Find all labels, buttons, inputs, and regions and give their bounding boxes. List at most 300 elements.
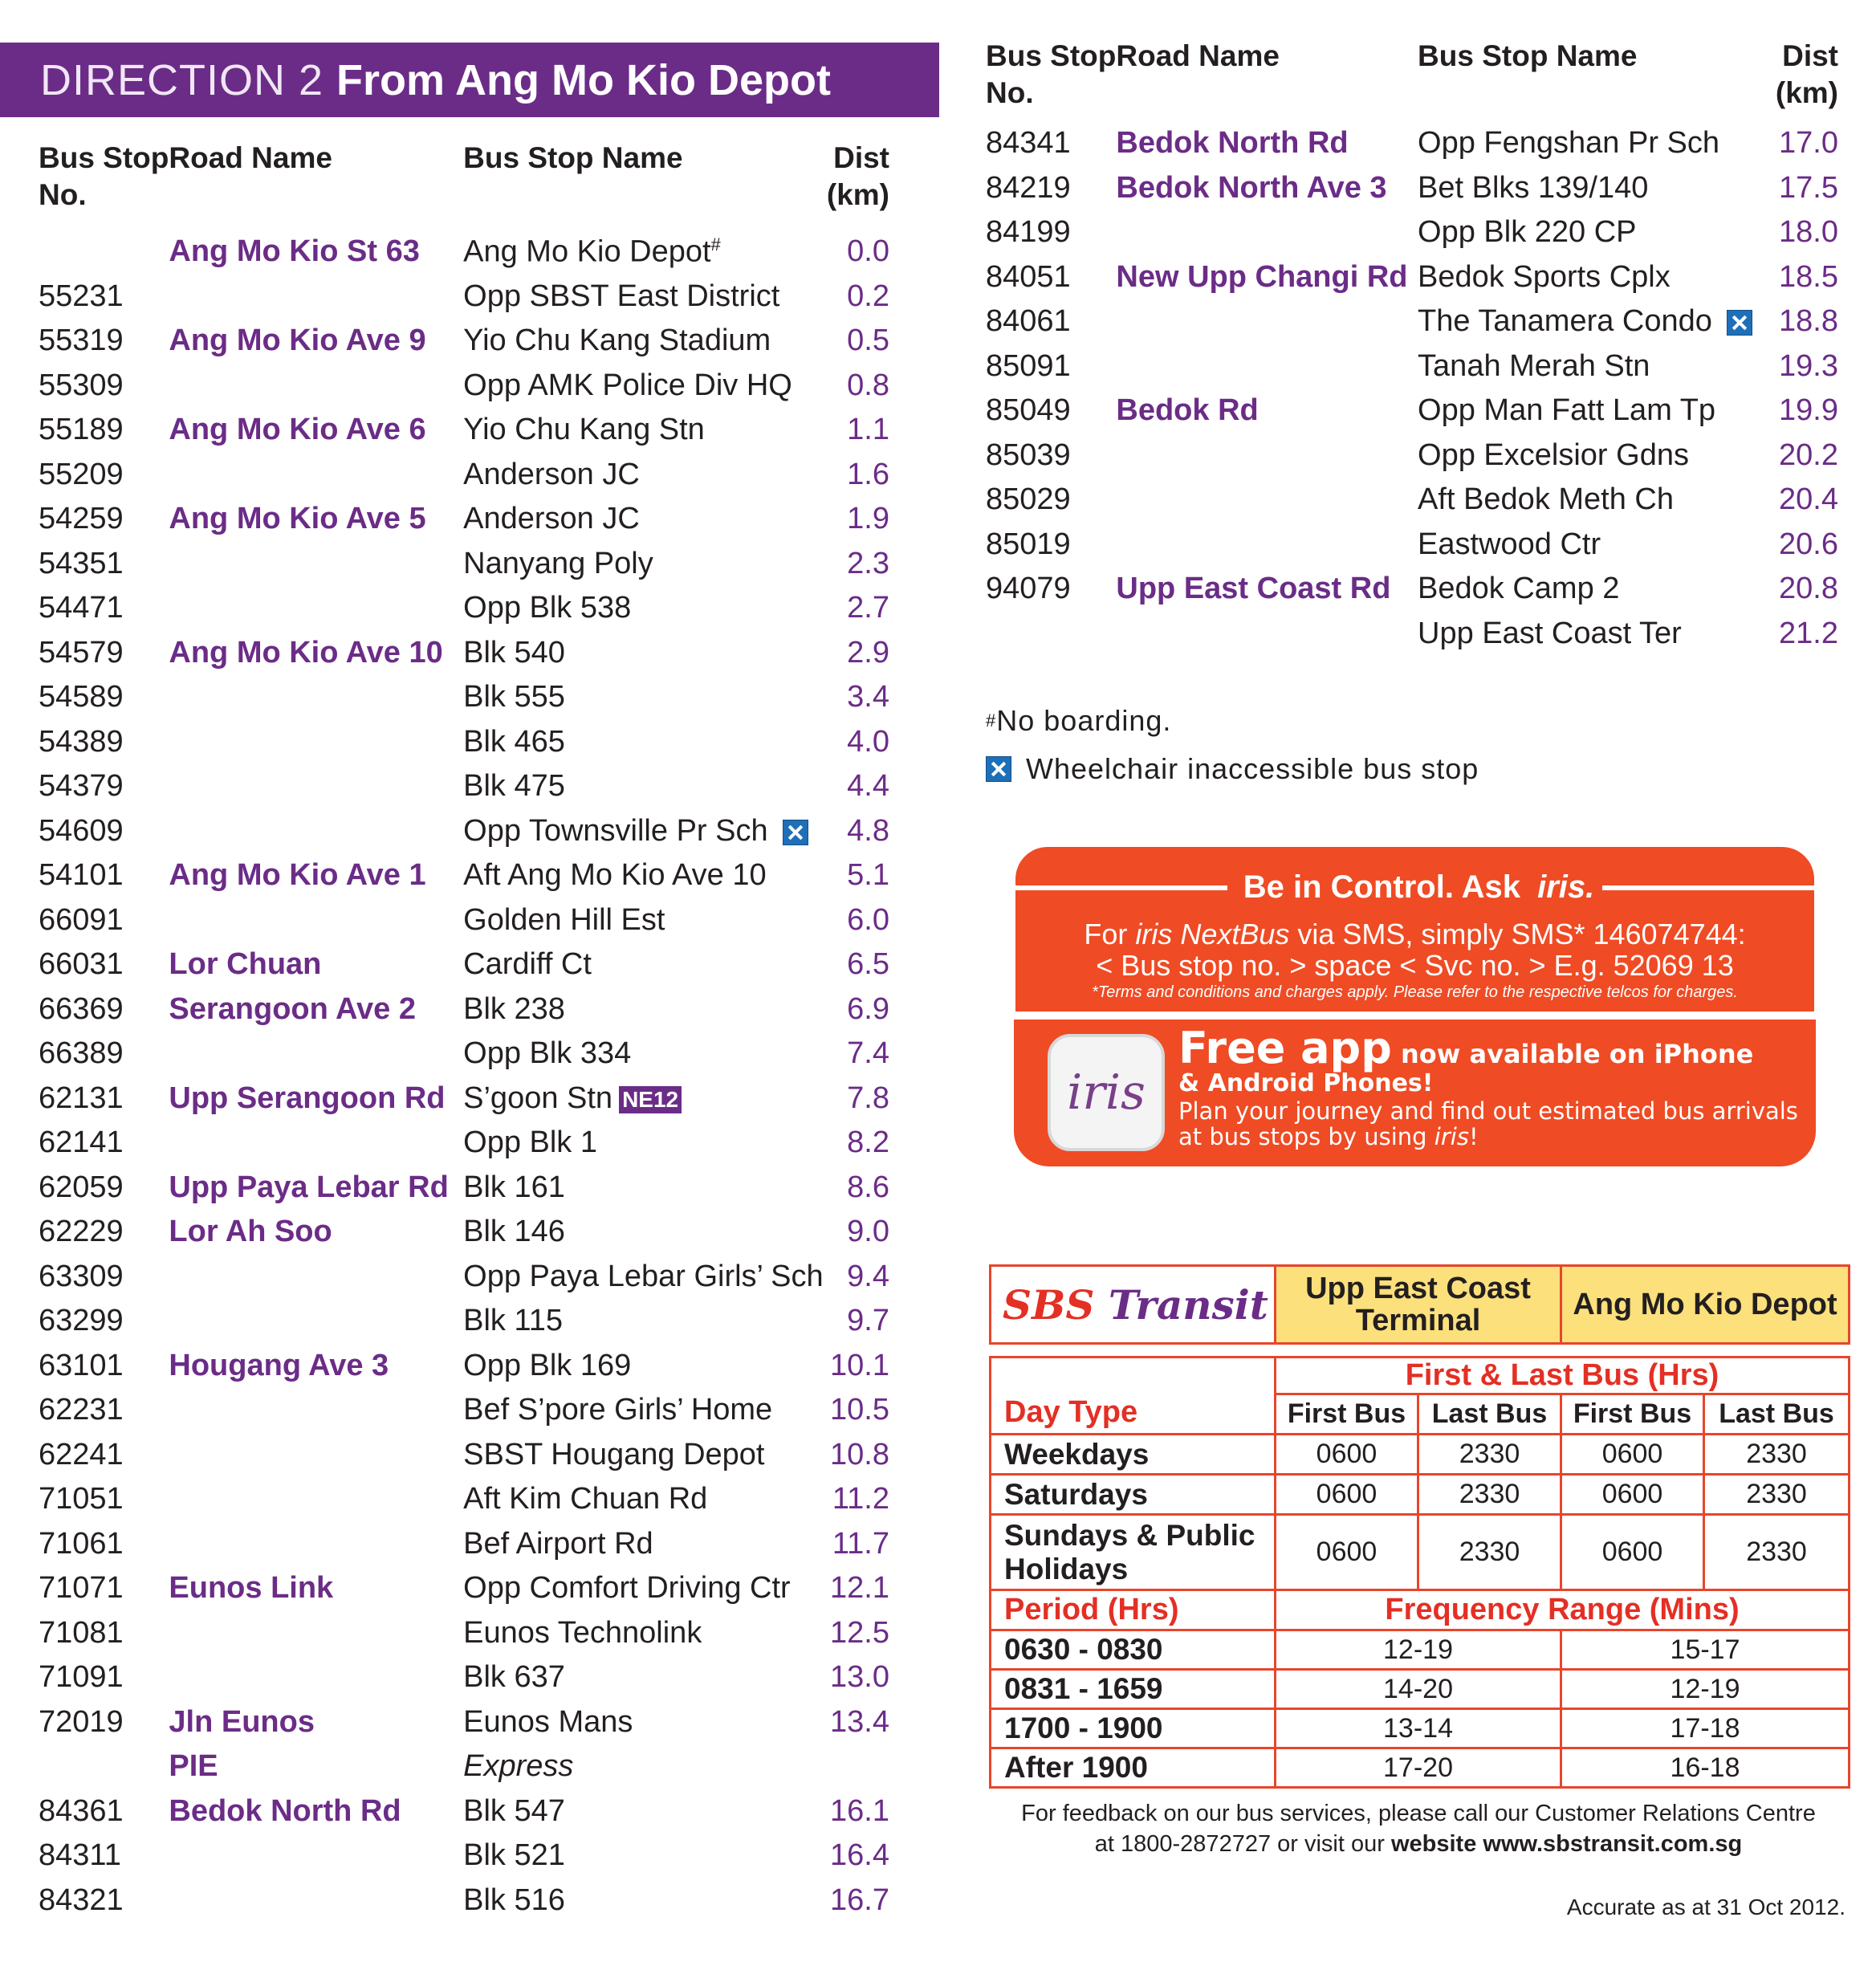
stop-number: 85029 bbox=[986, 482, 1071, 517]
stop-name-cell bbox=[463, 586, 823, 631]
distance: 7.8 bbox=[847, 1081, 889, 1115]
table-row bbox=[39, 631, 889, 676]
road-name bbox=[169, 1655, 463, 1700]
iris-advert bbox=[1015, 847, 1814, 1168]
stop-number: 62241 bbox=[39, 1437, 124, 1471]
distance: 6.0 bbox=[847, 902, 889, 937]
stop-name: Opp Excelsior Gdns bbox=[1418, 438, 1689, 472]
road-name bbox=[169, 1388, 463, 1433]
stop-name: Opp AMK Police Div HQ bbox=[463, 368, 792, 402]
road-name bbox=[169, 453, 463, 498]
day-row bbox=[991, 1475, 1850, 1515]
table-row bbox=[986, 299, 1838, 344]
plan-text bbox=[1178, 1098, 1798, 1150]
no-boarding-text: No boarding. bbox=[996, 704, 1172, 737]
table-row bbox=[986, 255, 1838, 300]
table-row bbox=[39, 1166, 889, 1211]
terminal-upp-east-coast: Upp East Coast Terminal bbox=[1276, 1266, 1561, 1344]
table-row bbox=[39, 1255, 889, 1300]
stop-name-cell bbox=[463, 898, 823, 943]
distance: 5.1 bbox=[847, 858, 889, 893]
table-row bbox=[39, 1789, 889, 1834]
road-name: Ang Mo Kio Ave 10 bbox=[169, 635, 443, 670]
iris-app-panel bbox=[1014, 1020, 1816, 1166]
stop-number: 54579 bbox=[39, 635, 124, 670]
road-name bbox=[1116, 612, 1418, 657]
distance: 8.6 bbox=[847, 1170, 889, 1204]
iris-ask-heading bbox=[1015, 865, 1814, 910]
period-label: Period (Hrs) bbox=[991, 1590, 1276, 1630]
stop-name-cell bbox=[463, 1077, 823, 1121]
left-stops-table bbox=[39, 136, 889, 1923]
road-name: Hougang Ave 3 bbox=[169, 1348, 389, 1382]
stop-number bbox=[39, 1744, 169, 1789]
stop-number: 55231 bbox=[39, 279, 124, 313]
road-name: Upp East Coast Rd bbox=[1116, 572, 1391, 606]
frequency-value: 16-18 bbox=[1561, 1748, 1850, 1788]
last-bus-header: Last Bus bbox=[1704, 1394, 1850, 1435]
road-name bbox=[169, 720, 463, 765]
stop-name-cell bbox=[1418, 478, 1769, 523]
wheelchair-inaccessible-icon bbox=[1727, 310, 1752, 336]
sms-line-1-iris: iris NextBus bbox=[1135, 918, 1290, 950]
stop-name: Bedok Camp 2 bbox=[1418, 572, 1620, 606]
table-row bbox=[39, 809, 889, 854]
distance: 18.5 bbox=[1779, 259, 1838, 294]
stop-number: 85049 bbox=[986, 393, 1071, 428]
last-bus-header: Last Bus bbox=[1418, 1394, 1561, 1435]
stop-name: Eastwood Ctr bbox=[1418, 527, 1601, 561]
stop-number: 85019 bbox=[986, 527, 1071, 561]
day-row bbox=[991, 1435, 1850, 1475]
distance: 13.0 bbox=[830, 1660, 889, 1695]
stop-name: Blk 475 bbox=[463, 769, 565, 804]
stop-number: 54589 bbox=[39, 680, 124, 714]
table-row bbox=[39, 1477, 889, 1522]
stop-name-cell bbox=[1418, 299, 1769, 344]
stop-number: 66369 bbox=[39, 991, 124, 1026]
road-name: Ang Mo Kio St 63 bbox=[169, 234, 420, 269]
stop-name-cell bbox=[463, 497, 823, 542]
stop-name: Opp Blk 169 bbox=[463, 1348, 632, 1382]
stop-name-cell bbox=[463, 453, 823, 498]
stop-name-cell bbox=[463, 631, 823, 676]
direction-header bbox=[0, 43, 939, 117]
spacer bbox=[991, 1344, 1850, 1357]
distance: 20.8 bbox=[1779, 572, 1838, 606]
road-name bbox=[1116, 210, 1418, 255]
bus-time: 2330 bbox=[1418, 1515, 1561, 1590]
feedback-line-2a: at 1800-2872727 or visit our bbox=[1094, 1831, 1391, 1857]
table-row bbox=[39, 319, 889, 364]
sms-line-1a: For bbox=[1084, 918, 1136, 950]
stop-name: Yio Chu Kang Stadium bbox=[463, 324, 771, 358]
stop-number: 63101 bbox=[39, 1348, 124, 1382]
bus-time: 2330 bbox=[1704, 1435, 1850, 1475]
day-type-label: Day Type bbox=[991, 1357, 1276, 1435]
road-name: Lor Chuan bbox=[169, 947, 322, 982]
distance: 0.8 bbox=[847, 368, 889, 402]
bus-time: 0600 bbox=[1276, 1435, 1418, 1475]
iris-sms-panel bbox=[1015, 847, 1814, 1011]
road-name: Ang Mo Kio Ave 1 bbox=[169, 858, 426, 893]
stop-number: 62059 bbox=[39, 1170, 124, 1204]
stop-name-cell bbox=[463, 1032, 823, 1077]
stop-name-cell bbox=[463, 1566, 823, 1611]
plan-line-2b: ! bbox=[1468, 1123, 1479, 1150]
stop-name: Eunos Technolink bbox=[463, 1615, 702, 1650]
table-row bbox=[39, 1433, 889, 1478]
distance: 11.2 bbox=[832, 1482, 889, 1516]
table-row bbox=[39, 898, 889, 943]
distance: 4.8 bbox=[847, 813, 889, 848]
table-row bbox=[39, 1522, 889, 1567]
stop-name: Opp Comfort Driving Ctr bbox=[463, 1571, 791, 1606]
distance: 1.6 bbox=[847, 457, 889, 491]
stop-name: Anderson JC bbox=[463, 502, 640, 536]
stop-name: Opp SBST East District bbox=[463, 279, 780, 313]
stop-number: 54389 bbox=[39, 724, 124, 759]
stop-number: 55309 bbox=[39, 368, 124, 402]
distance: 18.8 bbox=[1779, 304, 1838, 339]
distance: 21.2 bbox=[1779, 616, 1838, 650]
table-row bbox=[986, 389, 1838, 433]
stop-name: Express bbox=[463, 1749, 574, 1784]
stop-number: 71051 bbox=[39, 1482, 124, 1516]
stop-name: Bef S’pore Girls’ Home bbox=[463, 1393, 773, 1427]
stop-name: Bef Airport Rd bbox=[463, 1526, 653, 1561]
road-name bbox=[169, 1433, 463, 1478]
table-row bbox=[39, 364, 889, 409]
road-name: Upp Paya Lebar Rd bbox=[169, 1170, 449, 1204]
road-name bbox=[169, 809, 463, 854]
stop-name: Opp Paya Lebar Girls’ Sch bbox=[463, 1259, 824, 1293]
plan-line-1: Plan your journey and find out estimated bus arrivals bbox=[1178, 1097, 1798, 1125]
stop-number: 85091 bbox=[986, 348, 1071, 383]
first-last-row bbox=[991, 1357, 1850, 1394]
table-row bbox=[986, 478, 1838, 523]
legend-notes bbox=[986, 697, 1479, 793]
no-boarding-mark: # bbox=[710, 234, 721, 254]
stop-name: Ang Mo Kio Depot bbox=[463, 234, 711, 269]
stop-name-cell bbox=[463, 764, 823, 809]
schedule-header-row bbox=[991, 1266, 1850, 1344]
distance: 10.1 bbox=[830, 1348, 889, 1382]
stop-name: Opp Blk 538 bbox=[463, 591, 632, 625]
table-row bbox=[39, 1032, 889, 1077]
distance: 12.1 bbox=[830, 1571, 889, 1606]
stop-number: 54471 bbox=[39, 591, 124, 625]
first-bus-header: First Bus bbox=[1276, 1394, 1418, 1435]
table-row bbox=[986, 210, 1838, 255]
distance: 0.2 bbox=[847, 279, 889, 313]
stop-name-cell bbox=[463, 1477, 823, 1522]
table-row bbox=[39, 275, 889, 320]
stop-name-cell bbox=[463, 230, 823, 275]
stop-name: Blk 115 bbox=[463, 1304, 564, 1338]
header-road-name: Road Name bbox=[1116, 39, 1280, 72]
feedback-line-1: For feedback on our bus services, please call our Customer Relations Centre bbox=[1021, 1801, 1816, 1826]
stop-name-cell bbox=[1418, 612, 1769, 657]
table-row bbox=[39, 1744, 889, 1789]
stop-number: 66091 bbox=[39, 902, 124, 937]
stop-name: Opp Fengshan Pr Sch bbox=[1418, 126, 1720, 161]
distance: 16.4 bbox=[830, 1838, 889, 1873]
distance: 0.0 bbox=[847, 234, 889, 269]
road-name bbox=[169, 898, 463, 943]
road-name bbox=[169, 1878, 463, 1923]
table-row bbox=[986, 166, 1838, 211]
stop-name-cell bbox=[463, 1834, 823, 1878]
stop-name-cell bbox=[463, 364, 823, 409]
distance: 6.5 bbox=[847, 947, 889, 982]
table-row bbox=[39, 720, 889, 765]
terminal-ang-mo-kio: Ang Mo Kio Depot bbox=[1561, 1266, 1850, 1344]
period: 0831 - 1659 bbox=[991, 1670, 1276, 1709]
distance: 19.3 bbox=[1779, 348, 1838, 383]
right-stops-table bbox=[986, 35, 1838, 656]
distance: 18.0 bbox=[1779, 215, 1838, 250]
road-name bbox=[169, 1299, 463, 1344]
stop-name-cell bbox=[1418, 210, 1769, 255]
stop-name: Nanyang Poly bbox=[463, 546, 653, 580]
stop-name-cell bbox=[463, 319, 823, 364]
stop-number: 55209 bbox=[39, 457, 124, 491]
table-row bbox=[39, 1566, 889, 1611]
stop-name-cell bbox=[463, 1878, 823, 1923]
road-name bbox=[169, 1611, 463, 1656]
stop-number: 54101 bbox=[39, 858, 124, 893]
table-row bbox=[986, 433, 1838, 478]
table-row bbox=[39, 1388, 889, 1433]
stop-number: 71081 bbox=[39, 1615, 124, 1650]
stop-number: 62131 bbox=[39, 1081, 124, 1115]
road-name: Bedok North Rd bbox=[169, 1793, 401, 1828]
bus-time: 2330 bbox=[1418, 1475, 1561, 1515]
stop-name: Cardiff Ct bbox=[463, 947, 592, 982]
distance: 9.4 bbox=[847, 1259, 889, 1293]
frequency-row bbox=[991, 1748, 1850, 1788]
stop-number: 54379 bbox=[39, 769, 124, 804]
distance: 2.3 bbox=[847, 546, 889, 580]
wheelchair-note bbox=[986, 745, 1479, 793]
stop-name: Golden Hill Est bbox=[463, 902, 665, 937]
road-name: Jln Eunos bbox=[169, 1704, 315, 1739]
bus-time: 0600 bbox=[1561, 1475, 1704, 1515]
iris-app-logo: iris bbox=[1048, 1034, 1165, 1151]
table-header-row bbox=[986, 35, 1838, 121]
stop-number bbox=[986, 612, 1116, 657]
logo-transit: Transit bbox=[1108, 1280, 1268, 1329]
stop-number: 63309 bbox=[39, 1259, 124, 1293]
day-type: Weekdays bbox=[991, 1435, 1276, 1475]
frequency-value: 14-20 bbox=[1276, 1670, 1561, 1709]
stop-name: SBST Hougang Depot bbox=[463, 1437, 765, 1471]
android-text: & Android Phones! bbox=[1178, 1069, 1434, 1097]
distance: 16.7 bbox=[830, 1883, 889, 1917]
stop-number: 84219 bbox=[986, 170, 1071, 205]
frequency-row bbox=[991, 1670, 1850, 1709]
stop-number: 71061 bbox=[39, 1526, 124, 1561]
plan-line-2 bbox=[1178, 1124, 1798, 1150]
stop-name-cell bbox=[463, 1611, 823, 1656]
free-app: Free app bbox=[1178, 1023, 1392, 1073]
stop-number: 84321 bbox=[39, 1883, 124, 1917]
table-row bbox=[986, 121, 1838, 166]
frequency-value: 17-20 bbox=[1276, 1748, 1561, 1788]
wheelchair-text: Wheelchair inaccessible bus stop bbox=[1026, 752, 1479, 785]
road-name: Upp Serangoon Rd bbox=[169, 1081, 446, 1115]
day-type: Saturdays bbox=[991, 1475, 1276, 1515]
distance: 9.7 bbox=[847, 1304, 889, 1338]
stop-number: 63299 bbox=[39, 1304, 124, 1338]
bus-time: 0600 bbox=[1276, 1515, 1418, 1590]
stop-number: 55319 bbox=[39, 324, 124, 358]
road-name bbox=[169, 1477, 463, 1522]
stop-number: 66389 bbox=[39, 1036, 124, 1071]
stop-number: 66031 bbox=[39, 947, 124, 982]
sbs-transit-logo bbox=[991, 1266, 1276, 1344]
distance: 17.0 bbox=[1779, 126, 1838, 161]
stop-name: Opp Blk 334 bbox=[463, 1036, 632, 1071]
stop-name-cell bbox=[463, 1344, 823, 1389]
stop-name: Yio Chu Kang Stn bbox=[463, 413, 705, 447]
header-stop-no: Bus Stop No. bbox=[39, 141, 169, 211]
ask-prefix: Be in Control. Ask bbox=[1235, 869, 1537, 905]
stop-name-cell bbox=[463, 1522, 823, 1567]
stop-name: Blk 465 bbox=[463, 724, 565, 759]
stop-number: 84061 bbox=[986, 304, 1071, 339]
sms-line-2: < Bus stop no. > space < Svc no. > E.g. 52069 13 bbox=[1096, 949, 1734, 982]
bus-time: 0600 bbox=[1561, 1515, 1704, 1590]
bus-time: 2330 bbox=[1704, 1475, 1850, 1515]
table-row bbox=[39, 1700, 889, 1745]
road-name: Lor Ah Soo bbox=[169, 1215, 332, 1249]
road-name bbox=[169, 764, 463, 809]
stop-name-cell bbox=[463, 1255, 823, 1300]
stop-name: S’goon Stn bbox=[463, 1081, 613, 1115]
period-header-row bbox=[991, 1590, 1850, 1630]
stop-name-cell bbox=[463, 1433, 823, 1478]
stop-name: Upp East Coast Ter bbox=[1418, 616, 1682, 650]
stop-number: 55189 bbox=[39, 413, 124, 447]
schedule-table bbox=[989, 1264, 1850, 1789]
road-name: Bedok Rd bbox=[1116, 393, 1259, 428]
distance: 20.2 bbox=[1779, 438, 1838, 472]
stop-name-cell bbox=[463, 1210, 823, 1255]
direction-title: From Ang Mo Kio Depot bbox=[336, 55, 831, 104]
road-name bbox=[169, 1032, 463, 1077]
direction-label: DIRECTION 2 bbox=[40, 55, 324, 104]
stop-name-cell bbox=[1418, 166, 1769, 211]
road-name bbox=[1116, 344, 1418, 389]
road-name: Ang Mo Kio Ave 6 bbox=[169, 413, 426, 447]
feedback-line-2 bbox=[989, 1829, 1848, 1859]
stop-name: Opp Blk 1 bbox=[463, 1125, 598, 1160]
website-link[interactable]: website www.sbstransit.com.sg bbox=[1390, 1831, 1743, 1857]
bus-time: 0600 bbox=[1561, 1435, 1704, 1475]
stop-number: 84311 bbox=[39, 1838, 121, 1873]
wheelchair-inaccessible-icon bbox=[783, 820, 808, 845]
distance: 7.4 bbox=[847, 1036, 889, 1071]
table-row bbox=[39, 853, 889, 898]
stop-number: 94079 bbox=[986, 572, 1071, 606]
stop-number: 84341 bbox=[986, 126, 1071, 161]
table-header-row bbox=[39, 136, 889, 230]
road-name bbox=[169, 1522, 463, 1567]
table-row bbox=[39, 542, 889, 587]
day-row bbox=[991, 1515, 1850, 1590]
distance: 1.9 bbox=[847, 502, 889, 536]
road-name: Serangoon Ave 2 bbox=[169, 991, 416, 1026]
header-stop-no: Bus Stop No. bbox=[986, 39, 1117, 109]
distance: 4.4 bbox=[847, 769, 889, 804]
free-app-rest: now available on iPhone bbox=[1391, 1039, 1754, 1069]
bus-time: 2330 bbox=[1418, 1435, 1561, 1475]
distance: 8.2 bbox=[847, 1125, 889, 1160]
road-name: Eunos Link bbox=[169, 1571, 334, 1606]
mrt-station-badge: NE12 bbox=[619, 1086, 682, 1113]
frequency-value: 12-19 bbox=[1561, 1670, 1850, 1709]
frequency-row bbox=[991, 1630, 1850, 1670]
plan-line-2-iris: iris bbox=[1434, 1123, 1469, 1150]
sms-line-1 bbox=[1015, 918, 1814, 951]
stop-name-cell bbox=[463, 809, 823, 854]
stop-number: 62141 bbox=[39, 1125, 124, 1160]
frequency-value: 12-19 bbox=[1276, 1630, 1561, 1670]
stop-number: 84051 bbox=[986, 259, 1071, 294]
stop-number: 84361 bbox=[39, 1793, 124, 1828]
ask-iris: iris. bbox=[1537, 869, 1595, 905]
road-name bbox=[169, 542, 463, 587]
frequency-value: 13-14 bbox=[1276, 1709, 1561, 1748]
table-row bbox=[39, 408, 889, 453]
stop-number: 62231 bbox=[39, 1393, 124, 1427]
stop-name-cell bbox=[1418, 523, 1769, 568]
table-row bbox=[39, 1299, 889, 1344]
distance: 2.9 bbox=[847, 635, 889, 670]
stop-name-cell bbox=[463, 942, 823, 987]
stop-name: The Tanamera Condo bbox=[1418, 304, 1712, 339]
stop-name: Blk 637 bbox=[463, 1660, 565, 1695]
stop-name-cell bbox=[463, 1121, 823, 1166]
stop-name-cell bbox=[1418, 121, 1769, 166]
road-name: Bedok North Ave 3 bbox=[1116, 170, 1387, 205]
stop-name-cell bbox=[1418, 389, 1769, 433]
road-name: PIE bbox=[169, 1749, 218, 1784]
table-row bbox=[39, 942, 889, 987]
stop-name-cell bbox=[463, 1744, 823, 1789]
header-dist: Dist (km) bbox=[826, 141, 889, 211]
stop-name-cell bbox=[463, 1789, 823, 1834]
stop-name-cell bbox=[463, 1299, 823, 1344]
distance: 10.5 bbox=[830, 1393, 889, 1427]
distance: 6.9 bbox=[847, 991, 889, 1026]
table-row bbox=[39, 1121, 889, 1166]
stop-name-cell bbox=[463, 720, 823, 765]
road-name: New Upp Changi Rd bbox=[1116, 259, 1408, 294]
stop-name: Blk 161 bbox=[463, 1170, 565, 1204]
accurate-date: Accurate as at 31 Oct 2012. bbox=[1566, 1895, 1845, 1919]
free-app-heading bbox=[1178, 1023, 1753, 1073]
stop-name-cell bbox=[1418, 255, 1769, 300]
road-name bbox=[169, 1255, 463, 1300]
stop-name-cell bbox=[463, 1388, 823, 1433]
frequency-value: 17-18 bbox=[1561, 1709, 1850, 1748]
frequency-row bbox=[991, 1709, 1850, 1748]
table-row bbox=[39, 230, 889, 275]
sms-terms: *Terms and conditions and charges apply. Please refer to the respective telcos for charges. bbox=[1092, 983, 1738, 1001]
